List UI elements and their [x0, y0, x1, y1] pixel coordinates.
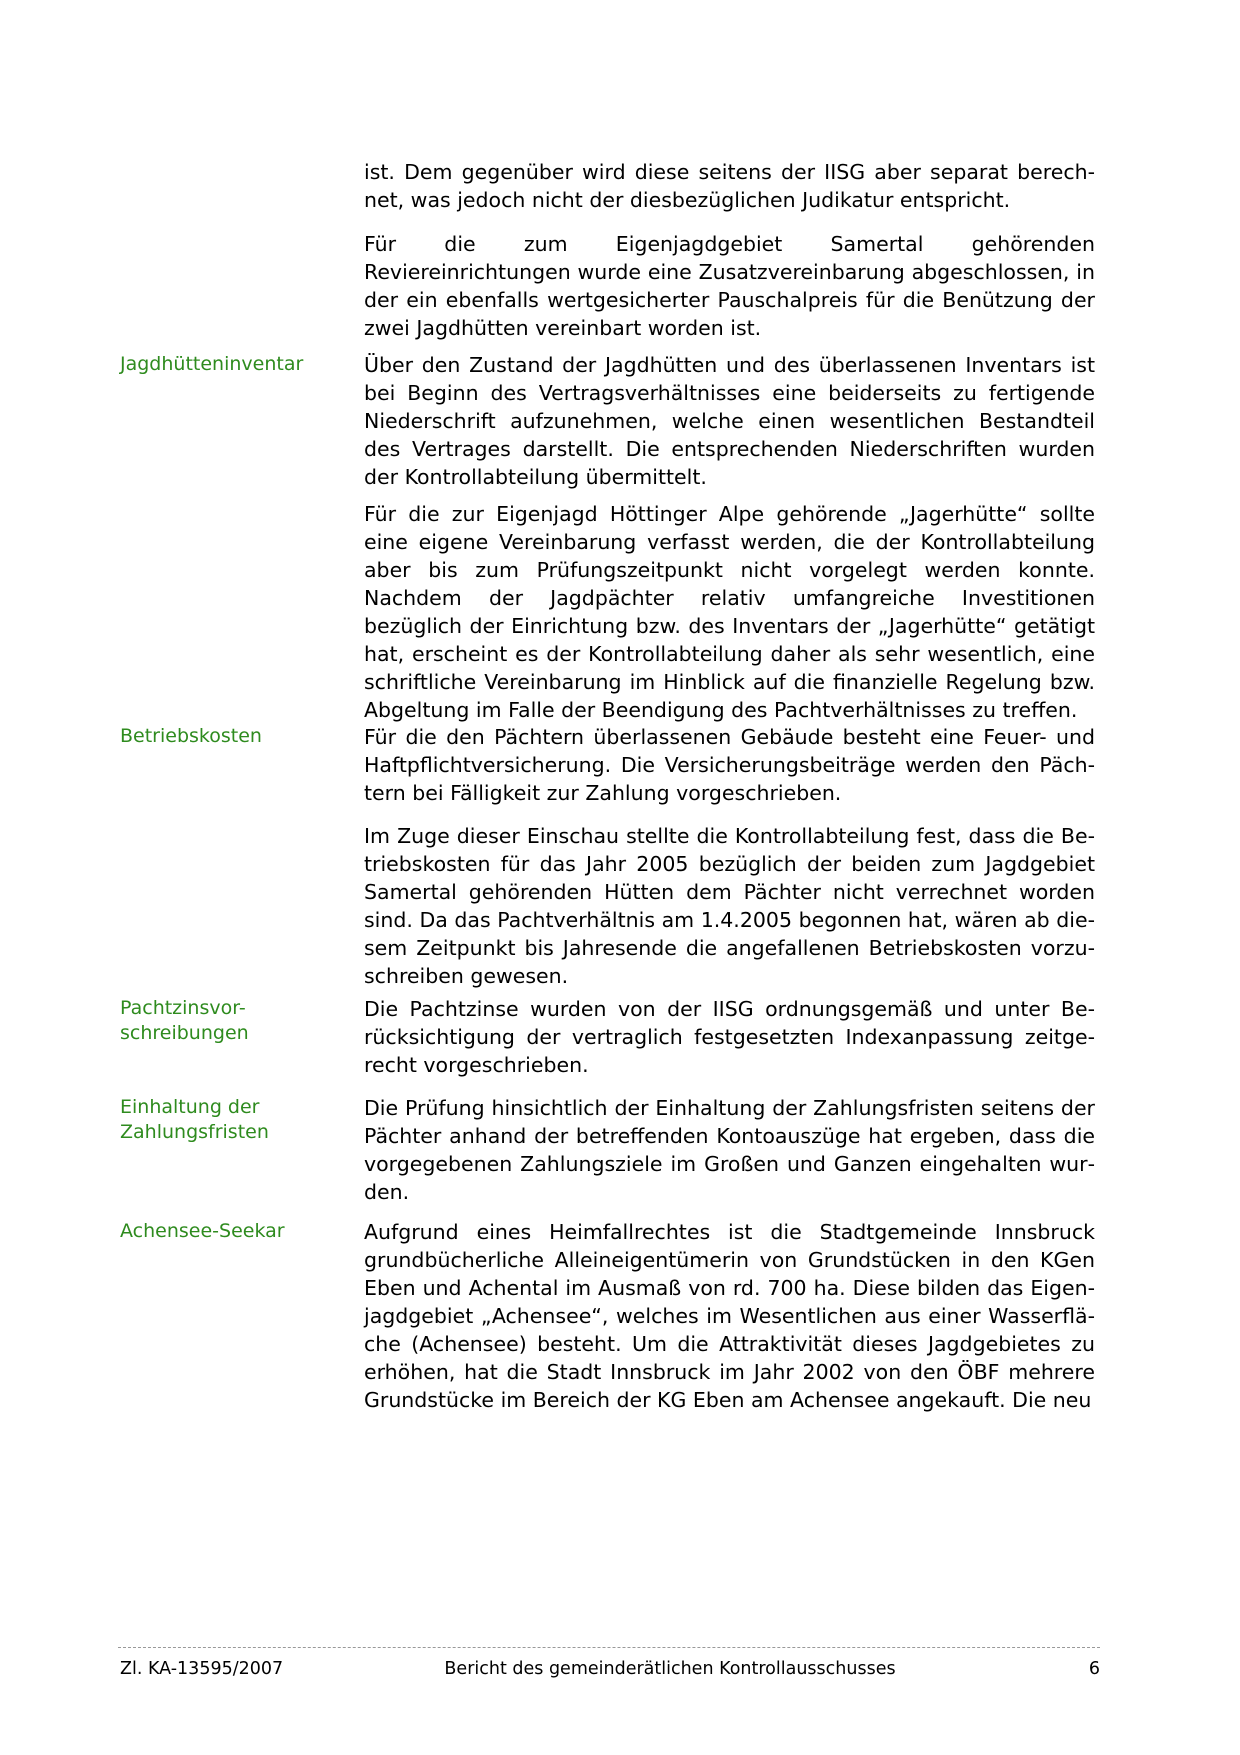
margin-note-line: Zahlungsfristen: [120, 1121, 269, 1143]
footer-divider: [118, 1647, 1100, 1648]
margin-note-line: Einhaltung der: [120, 1096, 260, 1118]
paragraph-pachtzinse: Die Pachtzinse wurden von der IISG ordnungsgemäß und unter Berücksichtigung der vertraglich festgesetzten Indexanpassung zeitgerecht vorgeschrieben.: [364, 997, 1095, 1077]
paragraph-zustand-jagdhuetten: Über den Zustand der Jagdhütten und des überlassenen Inventars ist bei Beginn des Vertragsverhältnisses eine beiderseits zu fertigende Niederschrift aufzunehmen, welche einen wesentlichen Bestandteil des Vertrages darstellt. Die entsprechenden Niederschriften wurden der Kontrollabteilung übermittelt.: [364, 353, 1095, 489]
paragraph-zusatzvereinbarung: Für die zum Eigenjagdgebiet Samertal gehörenden Reviereinrichtungen wurde eine Zusatzvereinbarung abgeschlossen, in der ein ebenfalls wertgesicherter Pauschalpreis für die Benützung der zwei Jagdhütten vereinbart worden ist.: [364, 232, 1095, 340]
footer-reference: Zl. KA-13595/2007: [120, 1659, 284, 1679]
margin-note-jagdhuetteninventar: Jagdhütteninventar: [120, 353, 304, 375]
margin-note-line: schreibungen: [120, 1022, 249, 1044]
paragraph-betriebskosten-2005: Im Zuge dieser Einschau stellte die Kontrollabteilung fest, dass die Betriebskosten für das Jahr 2005 bezüglich der beiden zum Jagdgebiet Samertal gehörenden Hütten dem Pächter nicht verrechnet worden sind. Da das Pachtverhältnis am 1.4.2005 begonnen hat, wären ab diesem Zeitpunkt bis Jahresende die angefallenen Betriebskosten vorzuschreiben gewesen.: [364, 824, 1095, 988]
margin-note-achensee-seekar: Achensee-Seekar: [120, 1220, 285, 1242]
margin-note-line: Pachtzinsvor-: [120, 997, 246, 1019]
paragraph-zahlungsfristen: Die Prüfung hinsichtlich der Einhaltung der Zahlungsfristen seitens der Pächter anhand der betreffenden Kontoauszüge hat ergeben, dass die vorgegebenen Zahlungsziele im Großen und Ganzen eingehalten wurden.: [364, 1096, 1095, 1204]
footer-page-number: 6: [1088, 1659, 1100, 1679]
paragraph-jagerhuette: Für die zur Eigenjagd Höttinger Alpe gehörende „Jagerhütte“ sollte eine eigene Vereinbarung verfasst werden, die der Kontrollabteilung aber bis zum Prüfungszeitpunkt nicht vorgelegt werden konnte. Nachdem der Jagdpächter relativ umfangreiche Investitionen bezüglich der Einrichtung bzw. des Inventars der „Jagerhütte“ getätigt hat, erscheint es der Kontrollabteilung daher als sehr wesentlich, eine schriftliche Vereinbarung im Hinblick auf die finanzielle Regelung bzw. Abgeltung im Falle der Beendigung des Pachtverhältnisses zu treffen.: [364, 502, 1095, 722]
paragraph-iisg-separat: ist. Dem gegenüber wird diese seitens der IISG aber separat berechnet, was jedoch nicht der diesbezüglichen Judikatur entspricht.: [364, 160, 1095, 212]
paragraph-versicherung: Für die den Pächtern überlassenen Gebäude besteht eine Feuer- und Haftpflichtversicherung. Die Versicherungsbeiträge werden den Pächtern bei Fälligkeit zur Zahlung vorgeschrieben.: [364, 725, 1095, 805]
margin-note-zahlungsfristen: [120, 1095, 330, 1145]
footer-report-title: Bericht des gemeinderätlichen Kontrollausschusses: [444, 1659, 896, 1679]
paragraph-heimfallrecht: Aufgrund eines Heimfallrechtes ist die Stadtgemeinde Innsbruck grundbücherliche Alleineigentümerin von Grundstücken in den KGen Eben und Achental im Ausmaß von rd. 700 ha. Diese bilden das Eigenjagdgebiet „Achensee“, welches im Wesentlichen aus einer Wasserfläche (Achensee) besteht. Um die Attraktivität dieses Jagdgebietes zu erhöhen, hat die Stadt Innsbruck im Jahr 2002 von den ÖBF mehrere Grundstücke im Bereich der KG Eben am Achensee angekauft. Die neu: [364, 1220, 1095, 1412]
margin-note-pachtzinsvorschreibungen: [120, 996, 330, 1046]
margin-note-betriebskosten: Betriebskosten: [120, 725, 262, 747]
